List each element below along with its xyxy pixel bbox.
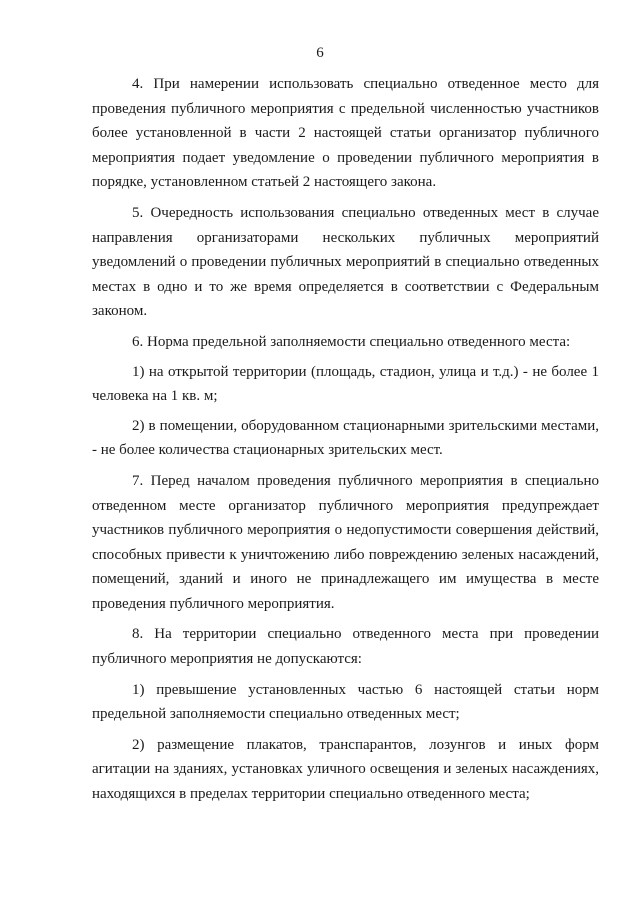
paragraph-6-item-1: 1) на открытой территории (площадь, стадион, улица и т.д.) - не более 1 человека на 1 кв. м;	[92, 363, 599, 405]
paragraph-5: 5. Очередность использования специально отведенных мест в случае направления организаторами нескольких публичных мероприятий уведомлений о проведении публичных мероприятий в специально отведенных местах в одно и то же время определяется в соответствии с Федеральным законом.	[92, 204, 599, 320]
paragraph-7: 7. Перед началом проведения публичного мероприятия в специально отведенном месте организатор публичного мероприятия предупреждает участников публичного мероприятия о недопустимости совершения действий, способных привести к уничтожению либо повреждению зеленых насаждений, помещений, зданий и иного не принадлежащего им имущества в месте проведения публичного мероприятия.	[92, 472, 599, 612]
paragraph-6-item-2: 2) в помещении, оборудованном стационарными зрительскими местами, - не более количества стационарных зрительских мест.	[92, 417, 599, 459]
document-body	[92, 72, 599, 813]
paragraph-4: 4. При намерении использовать специально отведенное место для проведения публичного мероприятия с предельной численностью участников более установленной в части 2 настоящей статьи организатор публичного мероприятия подает уведомление о проведении публичного мероприятия в порядке, установленном статьей 2 настоящего закона.	[92, 76, 599, 191]
paragraph-8-item-2: 2) размещение плакатов, транспарантов, лозунгов и иных форм агитации на зданиях, установках уличного освещения и зеленых насаждениях, находящихся в пределах территории специально отведенного места;	[92, 736, 599, 803]
page-number: 6	[316, 45, 324, 61]
paragraph-8-item-1: 1) превышение установленных частью 6 настоящей статьи норм предельной заполняемости специально отведенных мест;	[92, 681, 599, 723]
paragraph-8: 8. На территории специально отведенного места при проведении публичного мероприятия не допускаются:	[92, 626, 599, 668]
paragraph-6: 6. Норма предельной заполняемости специально отведенного места:	[132, 333, 571, 350]
